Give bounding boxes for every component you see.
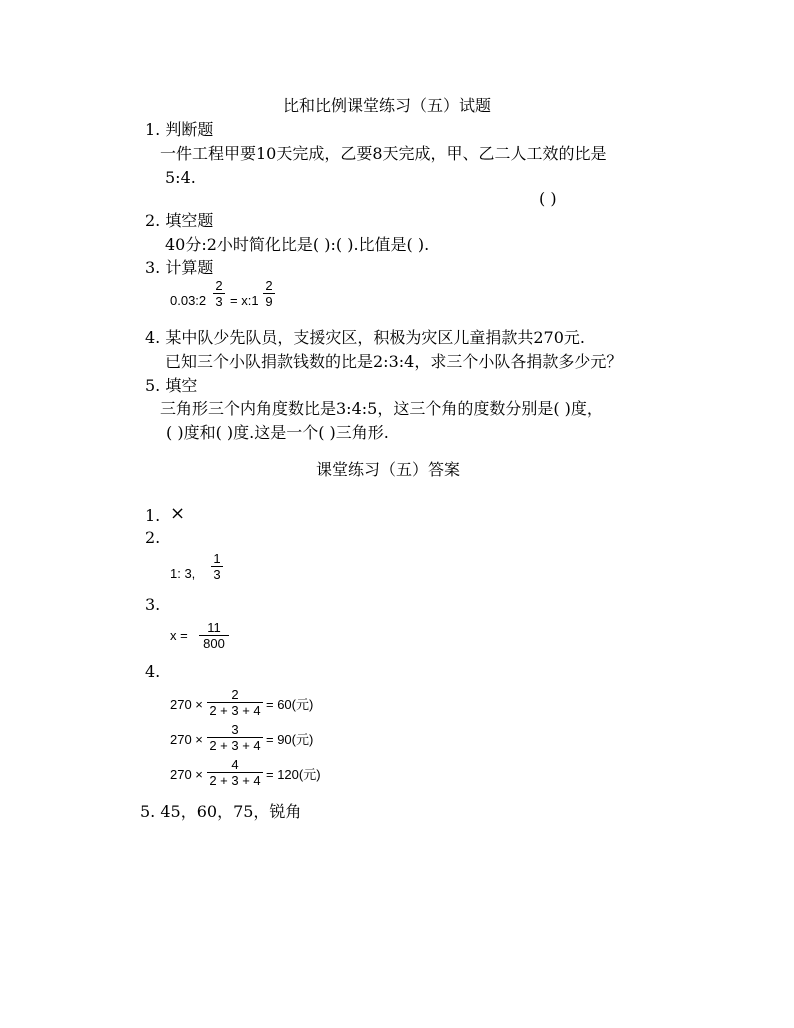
- answer-4-row3-lead: 270 ×: [170, 767, 203, 782]
- answer-3-lead: x =: [170, 628, 188, 643]
- fraction-denominator: 3: [215, 294, 223, 309]
- answer-2-label: 2.: [145, 528, 161, 547]
- answer-4-row3-result: = 120(元): [266, 767, 321, 782]
- q3-fraction-1: [213, 278, 225, 309]
- fraction-numerator: 2: [265, 278, 273, 293]
- q1-text-line1: 一件工程甲要10天完成，乙要8天完成，甲、乙二人工效的比是: [160, 144, 607, 163]
- answer-4-label: 4.: [145, 662, 161, 681]
- q2-text-line1: 40分:2小时简化比是( ):( ).比值是( ).: [165, 235, 430, 254]
- page-title: 比和比例课堂练习（五）试题: [283, 96, 492, 115]
- fraction-numerator: 4: [231, 757, 239, 772]
- fraction-numerator: 11: [207, 620, 221, 635]
- answer-4-row1-lead: 270 ×: [170, 697, 203, 712]
- fraction-numerator: 2: [215, 278, 223, 293]
- answer-4-row1-result: = 60(元): [266, 697, 314, 712]
- fraction-denominator: 3: [213, 567, 221, 582]
- fraction-denominator: 2 + 3 + 4: [209, 738, 261, 753]
- q3-expr-mid: = x:1: [230, 293, 259, 308]
- q2-heading: 2. 填空题: [145, 211, 214, 230]
- q5-text-line2: ( )度和( )度.这是一个( )三角形.: [166, 423, 389, 442]
- fraction-denominator: 2 + 3 + 4: [209, 703, 261, 718]
- q5-text-line1: 三角形三个内角度数比是3:4:5，这三个角的度数分别是( )度，: [160, 399, 603, 418]
- answer-5-text: 5. 45，60，75，锐角: [140, 802, 302, 821]
- q3-expr-lead: 0.03:2: [170, 293, 207, 308]
- answer-4-row3-fraction: [207, 757, 263, 788]
- q4-text-line1: 4. 某中队少先队员，支援灾区，积极为灾区儿童捐款共270元.: [145, 328, 585, 347]
- fraction-denominator: 2 + 3 + 4: [209, 773, 261, 788]
- q5-heading: 5. 填空: [145, 376, 198, 395]
- answer-4-row2-fraction: [207, 722, 263, 753]
- answer-4-row2-result: = 90(元): [266, 732, 314, 747]
- answer-4-row1-fraction: [207, 687, 263, 718]
- fraction-denominator: 800: [203, 636, 225, 651]
- fraction-numerator: 3: [231, 722, 239, 737]
- q4-text-line2: 已知三个小队捐款钱数的比是2:3:4，求三个小队各捐款多少元？: [165, 352, 623, 371]
- answer-4-row2-lead: 270 ×: [170, 732, 203, 747]
- q1-text-line2: 5:4.: [165, 168, 196, 187]
- fraction-denominator: 9: [265, 294, 273, 309]
- answers-title: 课堂练习（五）答案: [316, 460, 461, 479]
- q3-heading: 3. 计算题: [145, 258, 214, 277]
- fraction-numerator: 2: [231, 687, 239, 702]
- q1-answer-paren: ( ): [539, 189, 557, 208]
- q1-heading: 1. 判断题: [145, 120, 214, 139]
- answer-1-label: 1.: [145, 506, 161, 525]
- answer-1-value: ×: [170, 503, 186, 524]
- fraction-numerator: 1: [213, 551, 221, 566]
- answer-3-fraction: [199, 620, 229, 651]
- answer-2-lead: 1: 3,: [170, 566, 196, 581]
- q3-fraction-2: [263, 278, 275, 309]
- answer-3-label: 3.: [145, 595, 161, 614]
- answer-2-fraction: [211, 551, 223, 582]
